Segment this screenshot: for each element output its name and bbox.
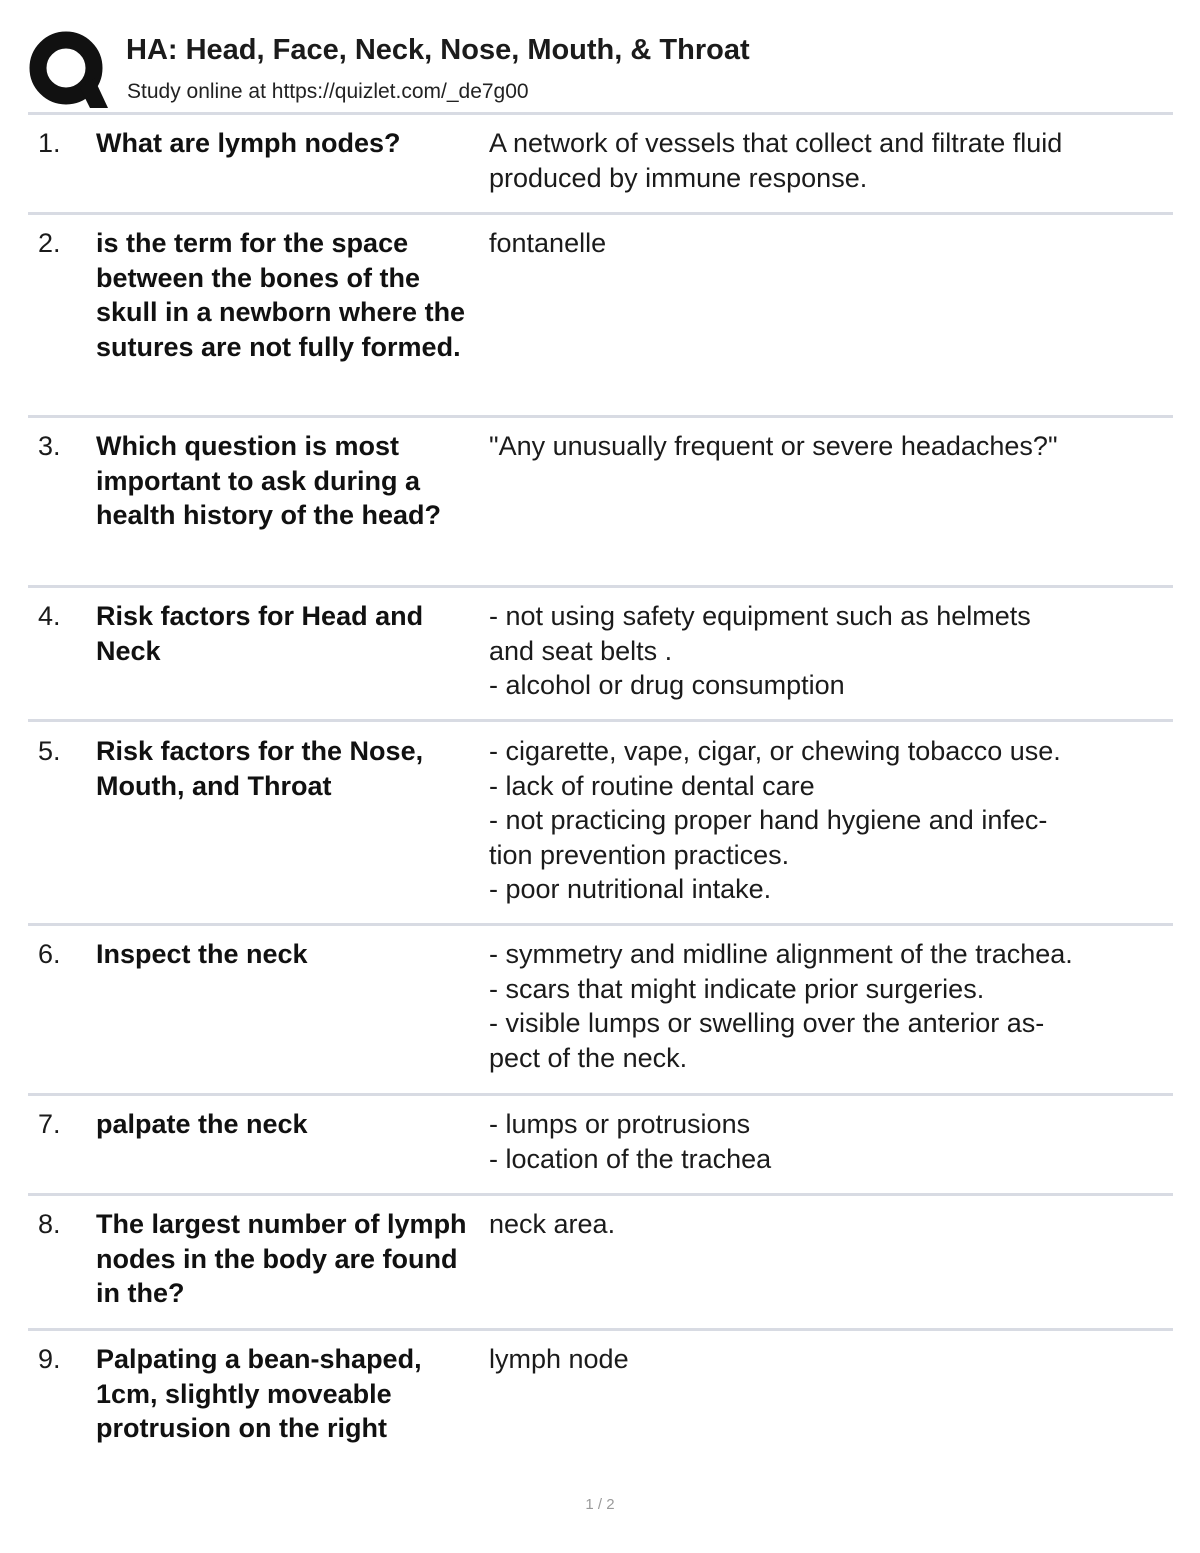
definition-line: produced by immune response. xyxy=(489,162,868,193)
divider xyxy=(28,212,1173,215)
divider xyxy=(28,112,1173,115)
card-number: 7. xyxy=(38,1109,61,1139)
card-definition xyxy=(489,1107,1169,1176)
divider xyxy=(28,719,1173,722)
definition-line: "Any unusually frequent or severe headaches?" xyxy=(489,431,1058,461)
definition-line: - lack of routine dental care xyxy=(489,770,815,801)
divider xyxy=(28,415,1173,418)
card-definition xyxy=(489,429,1169,464)
definition-line: - not using safety equipment such as helmets xyxy=(489,601,1031,631)
definition-line: - scars that might indicate prior surgeries. xyxy=(489,973,985,1004)
card-definition xyxy=(489,1207,1169,1242)
card-number: 6. xyxy=(38,939,61,969)
card-term: Which question is most important to ask during a health history of the head? xyxy=(96,431,442,530)
definition-line: neck area. xyxy=(489,1209,616,1239)
card-term: palpate the neck xyxy=(96,1109,308,1139)
card-number: 2. xyxy=(38,228,61,258)
definition-line: and seat belts . xyxy=(489,635,673,666)
definition-line: - poor nutritional intake. xyxy=(489,874,772,904)
page-indicator: 1 / 2 xyxy=(585,1496,615,1513)
definition-line: - not practicing proper hand hygiene and infec- xyxy=(489,805,1048,835)
card-term: Inspect the neck xyxy=(96,939,308,969)
card-definition xyxy=(489,126,1169,195)
definition-line: lymph node xyxy=(489,1344,629,1374)
card-number: 1. xyxy=(38,128,61,158)
page-header xyxy=(28,28,1173,112)
card-definition xyxy=(489,1342,1169,1377)
card-term: Risk factors for the Nose, Mouth, and Throat xyxy=(96,736,424,801)
divider xyxy=(28,1093,1173,1096)
card-number: 5. xyxy=(38,736,61,766)
card-term: The largest number of lymph nodes in the body are found in the? xyxy=(96,1209,467,1308)
card-definition xyxy=(489,937,1169,1075)
divider xyxy=(28,585,1173,588)
divider xyxy=(28,1193,1173,1196)
definition-line: A network of vessels that collect and filtrate fluid xyxy=(489,128,1063,158)
definition-line: - alcohol or drug consumption xyxy=(489,670,845,700)
card-term: What are lymph nodes? xyxy=(96,128,401,158)
card-number: 3. xyxy=(38,431,61,461)
card-term: is the term for the space between the bones of the skull in a newborn where the sutures are not fully formed. xyxy=(96,228,466,362)
definition-line: - cigarette, vape, cigar, or chewing tobacco use. xyxy=(489,736,1061,766)
card-number: 4. xyxy=(38,601,61,631)
quizlet-q-logo-icon xyxy=(28,30,108,110)
definition-line: - location of the trachea xyxy=(489,1143,772,1174)
definition-line: - lumps or protrusions xyxy=(489,1109,751,1139)
card-number: 8. xyxy=(38,1209,61,1239)
definition-line: pect of the neck. xyxy=(489,1042,688,1073)
card-definition xyxy=(489,226,1169,261)
definition-line: fontanelle xyxy=(489,228,607,258)
definition-line: - visible lumps or swelling over the anterior as- xyxy=(489,1008,1045,1038)
definition-line: - symmetry and midline alignment of the trachea. xyxy=(489,939,1073,969)
divider xyxy=(28,923,1173,926)
divider xyxy=(28,1328,1173,1331)
study-online-link[interactable]: Study online at https://quizlet.com/_de7g00 xyxy=(127,80,529,103)
definition-line: tion prevention practices. xyxy=(489,839,790,870)
card-definition xyxy=(489,599,1169,703)
card-term: Risk factors for Head and Neck xyxy=(96,601,424,666)
card-definition xyxy=(489,734,1169,907)
card-number: 9. xyxy=(38,1344,61,1374)
page-title: HA: Head, Face, Neck, Nose, Mouth, & Throat xyxy=(126,34,750,66)
card-term: Palpating a bean-shaped, 1cm, slightly moveable protrusion on the right xyxy=(96,1344,422,1443)
